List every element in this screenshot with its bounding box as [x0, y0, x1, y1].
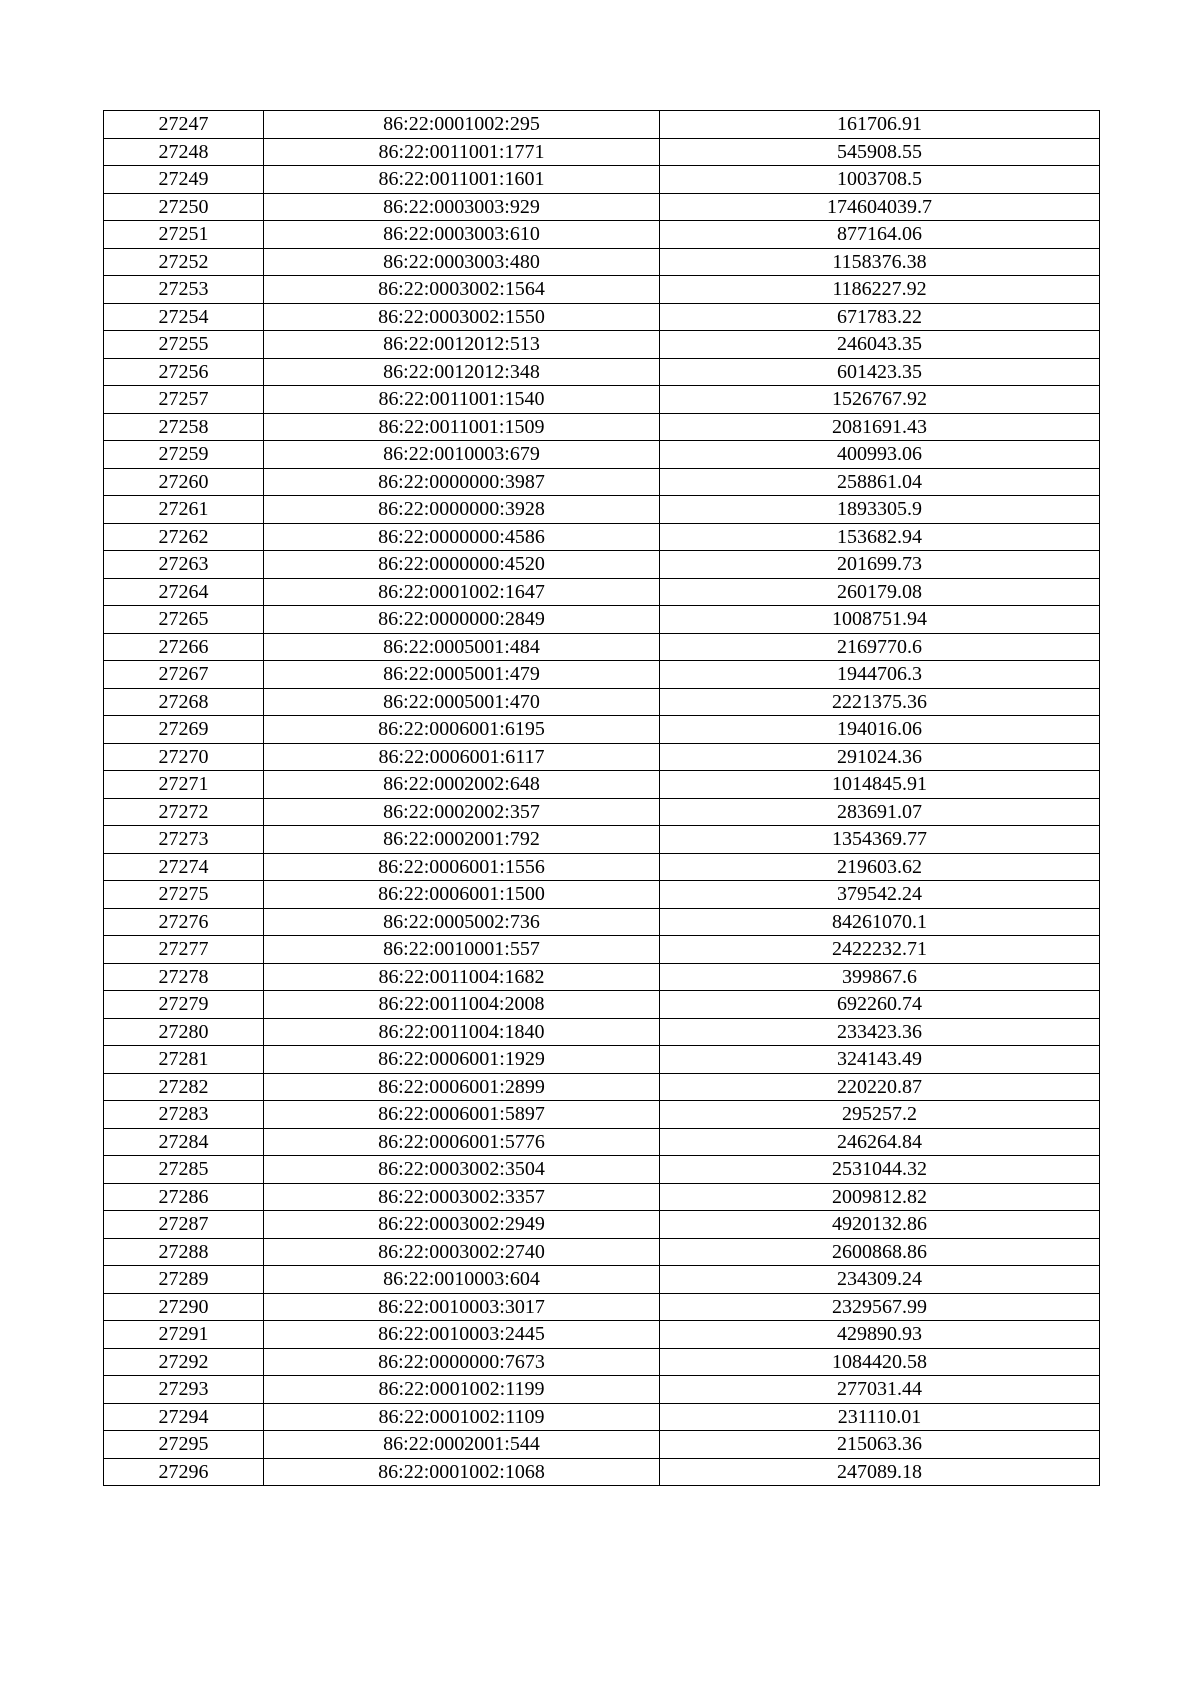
table-row	[104, 276, 1100, 304]
row-number-cell: 27295	[104, 1431, 264, 1459]
cadastral-number-cell: 86:22:0011001:1601	[264, 166, 660, 194]
table-row	[104, 936, 1100, 964]
cadastral-value-cell: 233423.36	[660, 1018, 1100, 1046]
row-number-cell: 27277	[104, 936, 264, 964]
table-row	[104, 1183, 1100, 1211]
cadastral-value-cell: 1158376.38	[660, 248, 1100, 276]
cadastral-number-cell: 86:22:0002002:357	[264, 798, 660, 826]
cadastral-value-cell: 1084420.58	[660, 1348, 1100, 1376]
table-row	[104, 413, 1100, 441]
row-number-cell: 27278	[104, 963, 264, 991]
table-row	[104, 1238, 1100, 1266]
table-row	[104, 771, 1100, 799]
table-row	[104, 853, 1100, 881]
cadastral-number-cell: 86:22:0010001:557	[264, 936, 660, 964]
table-row	[104, 1046, 1100, 1074]
table-row	[104, 1156, 1100, 1184]
row-number-cell: 27280	[104, 1018, 264, 1046]
row-number-cell: 27258	[104, 413, 264, 441]
cadastral-number-cell: 86:22:0011001:1509	[264, 413, 660, 441]
cadastral-value-cell: 545908.55	[660, 138, 1100, 166]
table-row	[104, 138, 1100, 166]
cadastral-value-cell: 2600868.86	[660, 1238, 1100, 1266]
cadastral-number-cell: 86:22:0011004:1682	[264, 963, 660, 991]
cadastral-number-cell: 86:22:0000000:3928	[264, 496, 660, 524]
cadastral-value-cell: 201699.73	[660, 551, 1100, 579]
cadastral-value-cell: 399867.6	[660, 963, 1100, 991]
cadastral-number-cell: 86:22:0000000:4520	[264, 551, 660, 579]
cadastral-number-cell: 86:22:0001002:1647	[264, 578, 660, 606]
cadastral-value-cell: 692260.74	[660, 991, 1100, 1019]
cadastral-value-cell: 877164.06	[660, 221, 1100, 249]
cadastral-number-cell: 86:22:0003002:3504	[264, 1156, 660, 1184]
row-number-cell: 27261	[104, 496, 264, 524]
cadastral-value-cell: 2422232.71	[660, 936, 1100, 964]
table-row	[104, 908, 1100, 936]
table-row	[104, 798, 1100, 826]
cadastral-number-cell: 86:22:0006001:6195	[264, 716, 660, 744]
table-row	[104, 1211, 1100, 1239]
cadastral-value-cell: 601423.35	[660, 358, 1100, 386]
cadastral-number-cell: 86:22:0003002:1550	[264, 303, 660, 331]
table-row	[104, 551, 1100, 579]
cadastral-number-cell: 86:22:0012012:513	[264, 331, 660, 359]
row-number-cell: 27282	[104, 1073, 264, 1101]
cadastral-value-cell: 400993.06	[660, 441, 1100, 469]
row-number-cell: 27274	[104, 853, 264, 881]
cadastral-value-cell: 220220.87	[660, 1073, 1100, 1101]
table-row	[104, 166, 1100, 194]
cadastral-number-cell: 86:22:0002001:544	[264, 1431, 660, 1459]
row-number-cell: 27269	[104, 716, 264, 744]
row-number-cell: 27296	[104, 1458, 264, 1486]
cadastral-number-cell: 86:22:0002001:792	[264, 826, 660, 854]
cadastral-number-cell: 86:22:0003002:1564	[264, 276, 660, 304]
cadastral-value-cell: 1526767.92	[660, 386, 1100, 414]
cadastral-number-cell: 86:22:0006001:6117	[264, 743, 660, 771]
cadastral-number-cell: 86:22:0003003:610	[264, 221, 660, 249]
cadastral-value-cell: 324143.49	[660, 1046, 1100, 1074]
row-number-cell: 27271	[104, 771, 264, 799]
row-number-cell: 27284	[104, 1128, 264, 1156]
cadastral-value-cell: 4920132.86	[660, 1211, 1100, 1239]
table-row	[104, 1266, 1100, 1294]
cadastral-value-cell: 161706.91	[660, 111, 1100, 139]
cadastral-number-cell: 86:22:0005001:479	[264, 661, 660, 689]
table-row	[104, 1458, 1100, 1486]
cadastral-value-cell: 1014845.91	[660, 771, 1100, 799]
cadastral-value-cell: 260179.08	[660, 578, 1100, 606]
cadastral-value-cell: 246264.84	[660, 1128, 1100, 1156]
cadastral-value-table	[103, 110, 1100, 1486]
table-row	[104, 633, 1100, 661]
table-row	[104, 331, 1100, 359]
row-number-cell: 27260	[104, 468, 264, 496]
cadastral-number-cell: 86:22:0005002:736	[264, 908, 660, 936]
cadastral-value-cell: 231110.01	[660, 1403, 1100, 1431]
cadastral-number-cell: 86:22:0000000:2849	[264, 606, 660, 634]
table-row	[104, 468, 1100, 496]
cadastral-value-cell: 1354369.77	[660, 826, 1100, 854]
cadastral-value-cell: 194016.06	[660, 716, 1100, 744]
table-row	[104, 661, 1100, 689]
row-number-cell: 27247	[104, 111, 264, 139]
cadastral-value-cell: 1944706.3	[660, 661, 1100, 689]
cadastral-value-cell: 153682.94	[660, 523, 1100, 551]
table-row	[104, 606, 1100, 634]
row-number-cell: 27287	[104, 1211, 264, 1239]
row-number-cell: 27268	[104, 688, 264, 716]
cadastral-number-cell: 86:22:0001002:1199	[264, 1376, 660, 1404]
cadastral-value-cell: 277031.44	[660, 1376, 1100, 1404]
row-number-cell: 27272	[104, 798, 264, 826]
row-number-cell: 27275	[104, 881, 264, 909]
cadastral-number-cell: 86:22:0005001:484	[264, 633, 660, 661]
row-number-cell: 27257	[104, 386, 264, 414]
cadastral-number-cell: 86:22:0011001:1771	[264, 138, 660, 166]
row-number-cell: 27259	[104, 441, 264, 469]
table-row	[104, 1431, 1100, 1459]
row-number-cell: 27250	[104, 193, 264, 221]
row-number-cell: 27290	[104, 1293, 264, 1321]
cadastral-number-cell: 86:22:0005001:470	[264, 688, 660, 716]
cadastral-value-cell: 2531044.32	[660, 1156, 1100, 1184]
row-number-cell: 27263	[104, 551, 264, 579]
cadastral-number-cell: 86:22:0006001:1929	[264, 1046, 660, 1074]
table-row	[104, 1348, 1100, 1376]
table-row	[104, 386, 1100, 414]
table-row	[104, 826, 1100, 854]
cadastral-number-cell: 86:22:0006001:5897	[264, 1101, 660, 1129]
table-row	[104, 743, 1100, 771]
row-number-cell: 27254	[104, 303, 264, 331]
cadastral-number-cell: 86:22:0011004:2008	[264, 991, 660, 1019]
cadastral-value-cell: 283691.07	[660, 798, 1100, 826]
cadastral-value-cell: 219603.62	[660, 853, 1100, 881]
row-number-cell: 27286	[104, 1183, 264, 1211]
row-number-cell: 27279	[104, 991, 264, 1019]
cadastral-number-cell: 86:22:0002002:648	[264, 771, 660, 799]
row-number-cell: 27264	[104, 578, 264, 606]
row-number-cell: 27294	[104, 1403, 264, 1431]
cadastral-number-cell: 86:22:0003003:480	[264, 248, 660, 276]
table-row	[104, 716, 1100, 744]
row-number-cell: 27252	[104, 248, 264, 276]
cadastral-number-cell: 86:22:0006001:1500	[264, 881, 660, 909]
row-number-cell: 27292	[104, 1348, 264, 1376]
cadastral-value-cell: 2329567.99	[660, 1293, 1100, 1321]
row-number-cell: 27267	[104, 661, 264, 689]
cadastral-number-cell: 86:22:0003002:3357	[264, 1183, 660, 1211]
row-number-cell: 27265	[104, 606, 264, 634]
cadastral-number-cell: 86:22:0011004:1840	[264, 1018, 660, 1046]
cadastral-value-cell: 1008751.94	[660, 606, 1100, 634]
cadastral-value-cell: 246043.35	[660, 331, 1100, 359]
table-row	[104, 221, 1100, 249]
cadastral-number-cell: 86:22:0000000:7673	[264, 1348, 660, 1376]
cadastral-value-cell: 174604039.7	[660, 193, 1100, 221]
table-row	[104, 1293, 1100, 1321]
table-row	[104, 1073, 1100, 1101]
table-row	[104, 991, 1100, 1019]
cadastral-value-cell: 1893305.9	[660, 496, 1100, 524]
cadastral-number-cell: 86:22:0012012:348	[264, 358, 660, 386]
row-number-cell: 27288	[104, 1238, 264, 1266]
table-row	[104, 1101, 1100, 1129]
cadastral-number-cell: 86:22:0010003:2445	[264, 1321, 660, 1349]
table-row	[104, 1403, 1100, 1431]
cadastral-number-cell: 86:22:0010003:679	[264, 441, 660, 469]
table-row	[104, 248, 1100, 276]
table-row	[104, 1018, 1100, 1046]
cadastral-value-cell: 671783.22	[660, 303, 1100, 331]
cadastral-value-cell: 2081691.43	[660, 413, 1100, 441]
cadastral-number-cell: 86:22:0003003:929	[264, 193, 660, 221]
row-number-cell: 27285	[104, 1156, 264, 1184]
cadastral-number-cell: 86:22:0010003:604	[264, 1266, 660, 1294]
cadastral-number-cell: 86:22:0003002:2949	[264, 1211, 660, 1239]
cadastral-value-cell: 215063.36	[660, 1431, 1100, 1459]
row-number-cell: 27289	[104, 1266, 264, 1294]
row-number-cell: 27281	[104, 1046, 264, 1074]
table-row	[104, 1376, 1100, 1404]
row-number-cell: 27248	[104, 138, 264, 166]
row-number-cell: 27256	[104, 358, 264, 386]
row-number-cell: 27253	[104, 276, 264, 304]
table-row	[104, 496, 1100, 524]
cadastral-value-cell: 2009812.82	[660, 1183, 1100, 1211]
cadastral-value-cell: 379542.24	[660, 881, 1100, 909]
table-row	[104, 523, 1100, 551]
cadastral-value-cell: 1003708.5	[660, 166, 1100, 194]
cadastral-number-cell: 86:22:0006001:5776	[264, 1128, 660, 1156]
row-number-cell: 27266	[104, 633, 264, 661]
cadastral-number-cell: 86:22:0001002:295	[264, 111, 660, 139]
table-row	[104, 193, 1100, 221]
cadastral-value-cell: 429890.93	[660, 1321, 1100, 1349]
cadastral-number-cell: 86:22:0001002:1068	[264, 1458, 660, 1486]
cadastral-number-cell: 86:22:0000000:4586	[264, 523, 660, 551]
cadastral-number-cell: 86:22:0006001:1556	[264, 853, 660, 881]
row-number-cell: 27283	[104, 1101, 264, 1129]
table-row	[104, 111, 1100, 139]
cadastral-number-cell: 86:22:0011001:1540	[264, 386, 660, 414]
cadastral-value-cell: 84261070.1	[660, 908, 1100, 936]
table-row	[104, 303, 1100, 331]
cadastral-value-cell: 295257.2	[660, 1101, 1100, 1129]
cadastral-value-cell: 2169770.6	[660, 633, 1100, 661]
row-number-cell: 27262	[104, 523, 264, 551]
row-number-cell: 27273	[104, 826, 264, 854]
cadastral-value-cell: 1186227.92	[660, 276, 1100, 304]
cadastral-number-cell: 86:22:0010003:3017	[264, 1293, 660, 1321]
table-row	[104, 963, 1100, 991]
table-row	[104, 881, 1100, 909]
row-number-cell: 27255	[104, 331, 264, 359]
table-row	[104, 358, 1100, 386]
row-number-cell: 27291	[104, 1321, 264, 1349]
cadastral-value-cell: 234309.24	[660, 1266, 1100, 1294]
table-row	[104, 1128, 1100, 1156]
cadastral-value-cell: 258861.04	[660, 468, 1100, 496]
row-number-cell: 27293	[104, 1376, 264, 1404]
table-row	[104, 1321, 1100, 1349]
row-number-cell: 27249	[104, 166, 264, 194]
cadastral-value-cell: 2221375.36	[660, 688, 1100, 716]
row-number-cell: 27251	[104, 221, 264, 249]
cadastral-number-cell: 86:22:0006001:2899	[264, 1073, 660, 1101]
table-body	[104, 111, 1100, 1486]
row-number-cell: 27270	[104, 743, 264, 771]
cadastral-value-cell: 247089.18	[660, 1458, 1100, 1486]
cadastral-number-cell: 86:22:0003002:2740	[264, 1238, 660, 1266]
row-number-cell: 27276	[104, 908, 264, 936]
table-row	[104, 688, 1100, 716]
table-row	[104, 441, 1100, 469]
cadastral-value-cell: 291024.36	[660, 743, 1100, 771]
cadastral-number-cell: 86:22:0001002:1109	[264, 1403, 660, 1431]
table-row	[104, 578, 1100, 606]
cadastral-number-cell: 86:22:0000000:3987	[264, 468, 660, 496]
